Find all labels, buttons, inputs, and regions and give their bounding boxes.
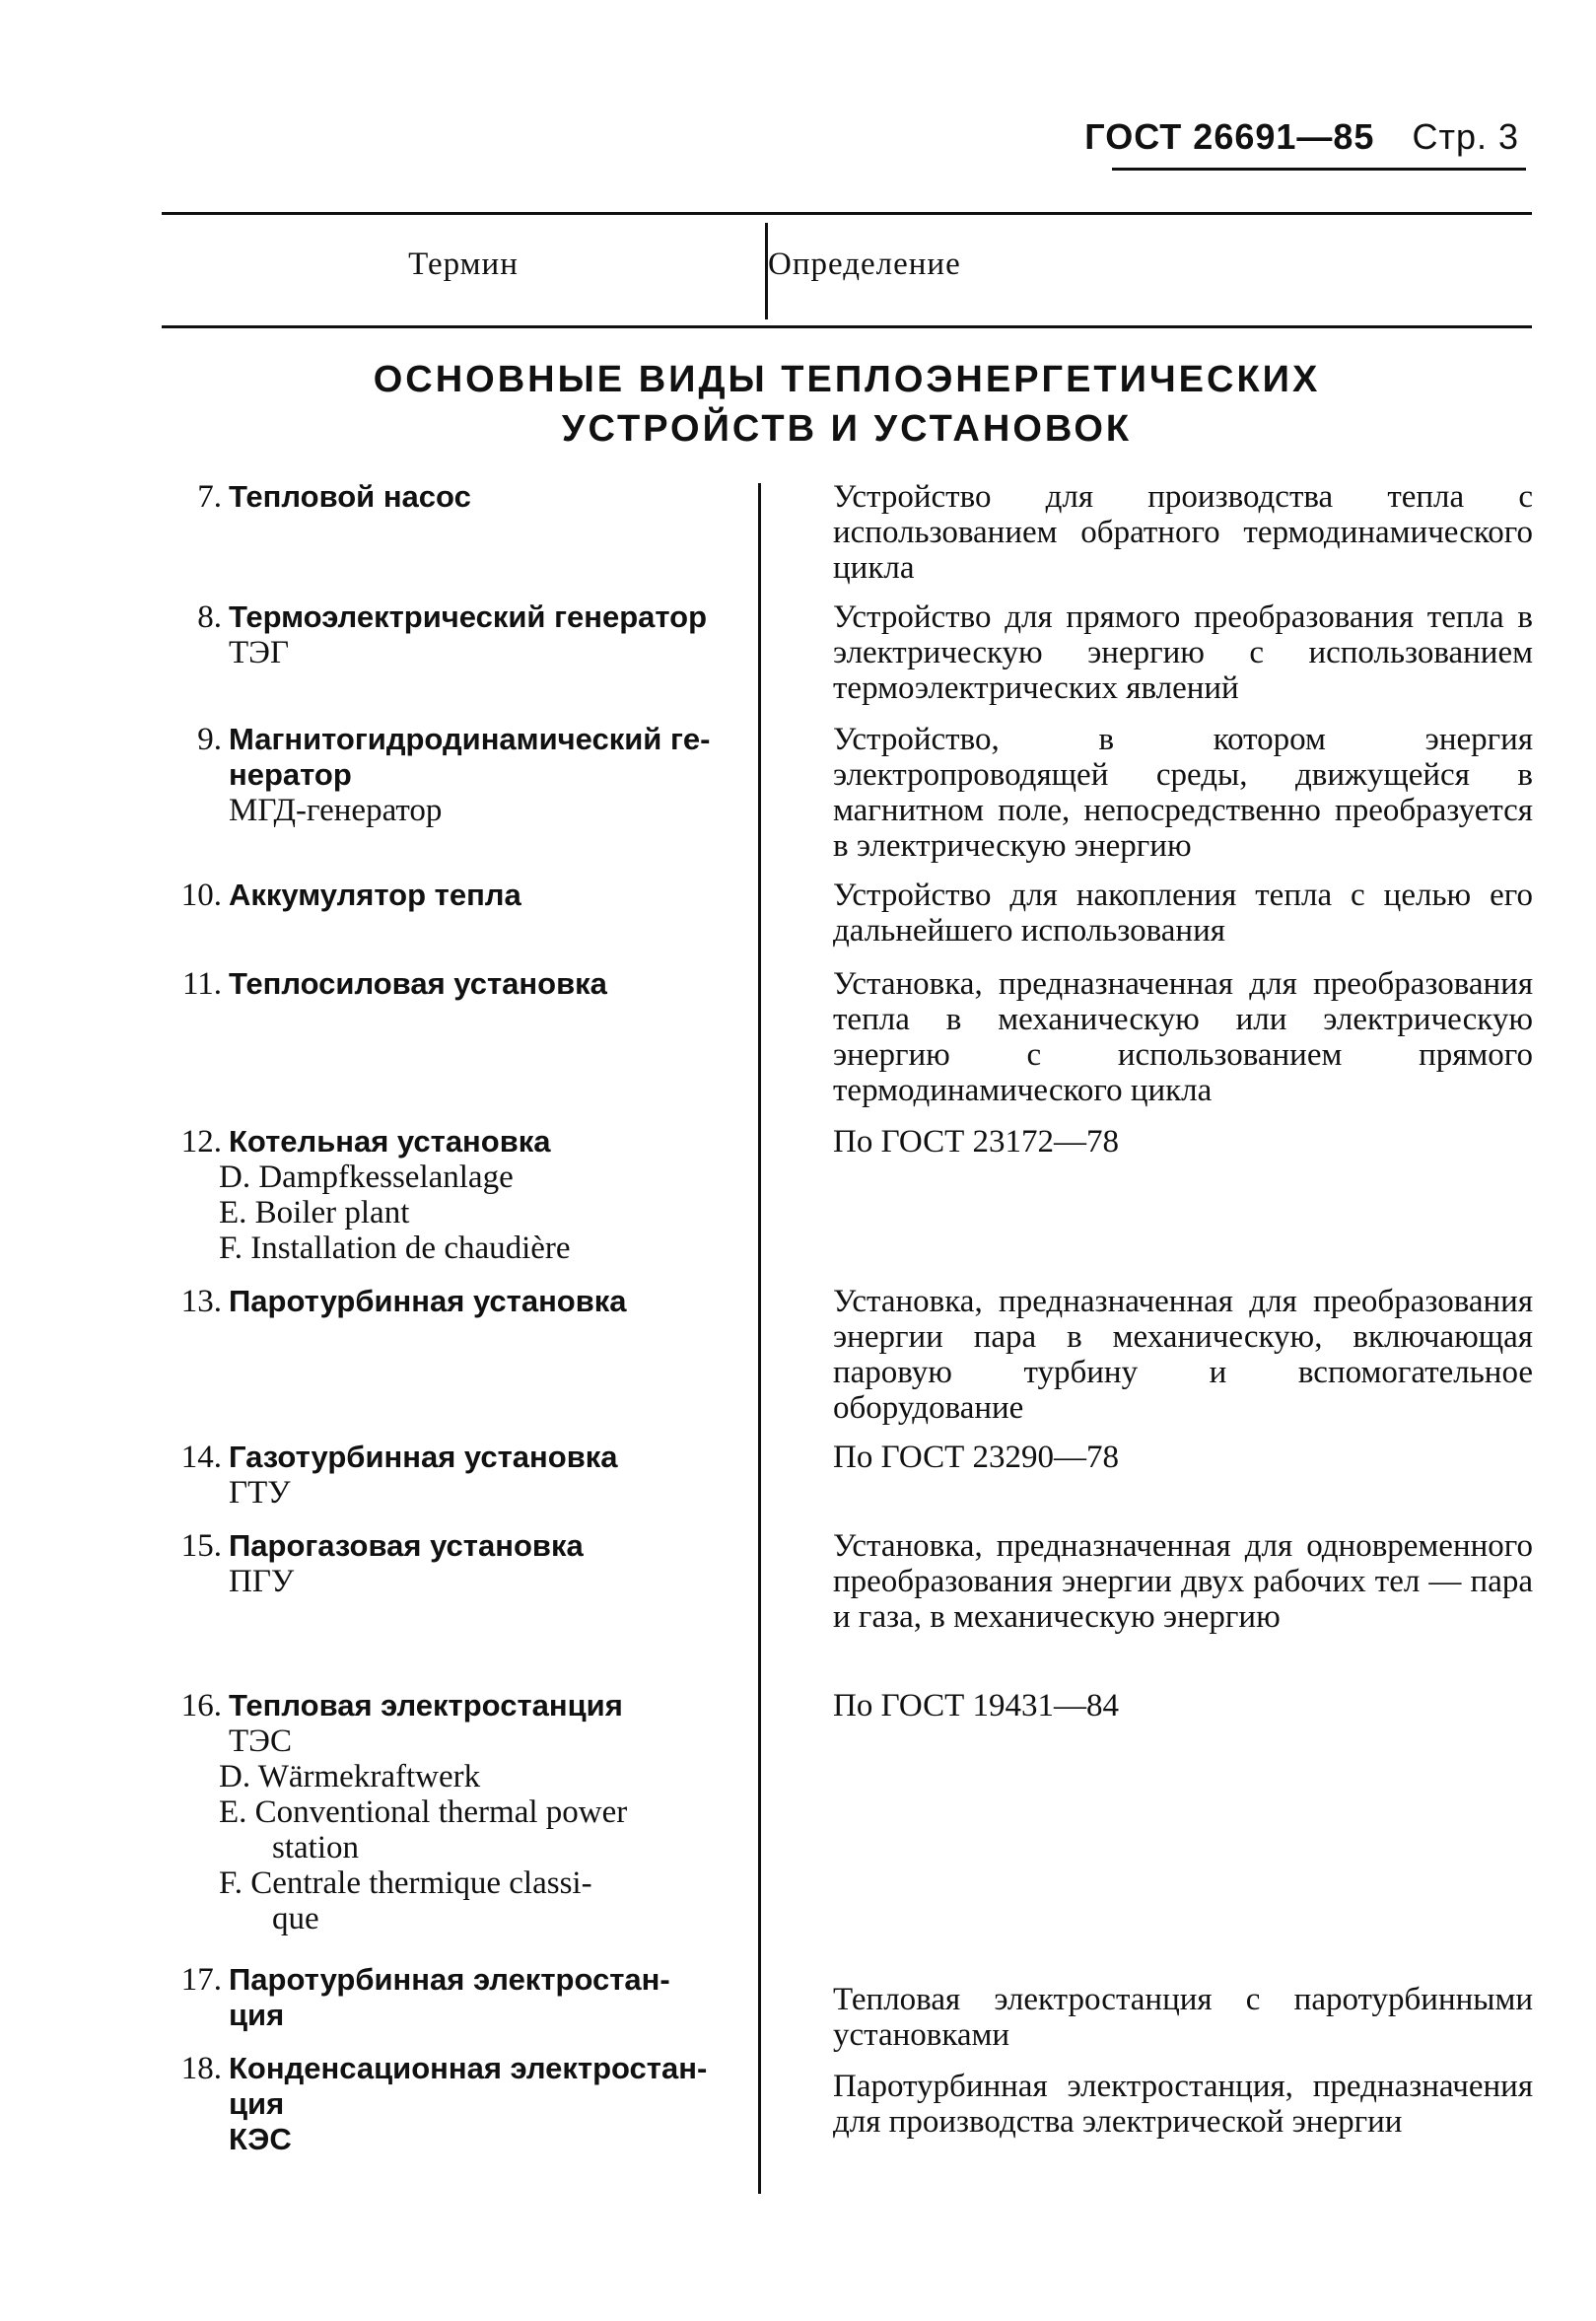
term-number: 17. [180,1962,222,1998]
term-definition: Установка, предназначенная для преобразования тепла в механическую или электрическую энергию с использованием прямого термодинамического цикла [833,966,1533,1108]
term-definition: Установка, предназначенная для преобразования энергии пара в механическую, включающая паровую турбину и вспомогательное оборудование [833,1284,1533,1426]
term-number: 10. [180,878,222,913]
term-number: 7. [197,479,222,515]
term-entry [158,1440,741,1511]
term-number: 16. [180,1688,222,1723]
foreign-equivalent: D. Wärmekraftwerk [219,1759,481,1794]
term-definition: Устройство, в котором энергия электропроводящей среды, движущейся в магнитном поле, непосредственно преобразуется в электрическую энергию [833,722,1533,864]
term-entry [158,722,741,828]
term-definition: Тепловая электростанция с паротурбинными установками [833,1982,1533,2053]
term-definition: Паротурбинная электростанция, предназначения для производства электрической энергии [833,2069,1533,2140]
term-name: Аккумулятор тепла [229,878,521,912]
term-definition: Установка, предназначенная для одновременного преобразования энергии двух рабочих тел — пара и газа, в механическую энергию [833,1528,1533,1635]
term-definition: По ГОСТ 23172—78 [833,1124,1119,1160]
term-abbreviation: ТЭГ [229,635,290,670]
foreign-equivalent: F. Installation de chaudière [219,1231,571,1266]
running-header [1084,116,1519,158]
term-name-continued: нератор [229,757,352,792]
term-name: Газотурбинная установка [229,1440,618,1474]
foreign-equivalent-continued: station [272,1830,359,1865]
term-entry [158,1688,741,1936]
term-name: Термоэлектрический генератор [229,599,708,634]
section-title [162,355,1532,454]
term-entry [158,1284,741,1319]
term-entry [158,2051,741,2157]
term-entry [158,966,741,1002]
column-header-definition: Определение [768,246,961,282]
term-name: Котельная установка [229,1124,551,1159]
term-entry [158,1528,741,1599]
term-number: 14. [180,1440,222,1475]
term-entry [158,479,741,515]
column-header-term: Термин [408,246,519,282]
term-definition: По ГОСТ 23290—78 [833,1440,1119,1475]
page-number: Стр. 3 [1412,116,1519,157]
term-name: Тепловая электростанция [229,1688,623,1723]
standard-number: ГОСТ 26691—85 [1084,116,1375,157]
term-number: 13. [180,1284,222,1319]
section-title-line: ОСНОВНЫЕ ВИДЫ ТЕПЛОЭНЕРГЕТИЧЕСКИХ [373,359,1321,400]
term-definition: Устройство для накопления тепла с целью его дальнейшего использования [833,878,1533,949]
term-name: Конденсационная электростан- [229,2051,708,2085]
term-name: Паротурбинная электростан- [229,1962,670,1997]
term-number: 11. [181,966,222,1002]
term-abbreviation: ПГУ [229,1564,295,1599]
term-abbreviation: МГД-генератор [229,793,443,828]
term-abbreviation: ГТУ [229,1475,291,1511]
term-definition: По ГОСТ 19431—84 [833,1688,1119,1723]
term-entry [158,599,741,670]
term-number: 18. [180,2051,222,2086]
term-number: 9. [197,722,222,757]
term-definition: Устройство для производства тепла с использованием обратного термодинамического цикла [833,479,1533,586]
term-name: Теплосиловая установка [229,966,607,1001]
foreign-equivalent: F. Centrale thermique classi- [219,1865,592,1901]
term-number: 8. [197,599,222,635]
term-entry [158,878,741,913]
term-definition: Устройство для прямого преобразования тепла в электрическую энергию с использованием термоэлектрических явлений [833,599,1533,706]
header-underline [1112,168,1526,171]
section-title-line: УСТРОЙСТВ И УСТАНОВОК [561,408,1133,450]
table-header-bottom-rule [162,325,1532,328]
term-name: Тепловой насос [229,479,471,514]
term-name-continued: ция [229,1998,285,2032]
term-name-continued: ция [229,2086,285,2121]
foreign-equivalent: E. Boiler plant [219,1195,410,1231]
foreign-equivalent-continued: que [272,1901,319,1936]
term-name: Паротурбинная установка [229,1284,627,1318]
term-number: 12. [180,1124,222,1160]
term-entry [158,1962,741,2033]
term-abbreviation: КЭС [229,2122,292,2156]
table-header-top-rule [162,212,1532,215]
column-divider [758,483,761,2194]
term-entry [158,1124,741,1266]
foreign-equivalent: D. Dampfkesselanlage [219,1160,514,1195]
term-number: 15. [180,1528,222,1564]
term-abbreviation: ТЭС [229,1723,292,1759]
foreign-equivalent: E. Conventional thermal power [219,1794,628,1830]
term-name: Магнитогидродинамический ге- [229,722,711,756]
term-name: Парогазовая установка [229,1528,584,1563]
